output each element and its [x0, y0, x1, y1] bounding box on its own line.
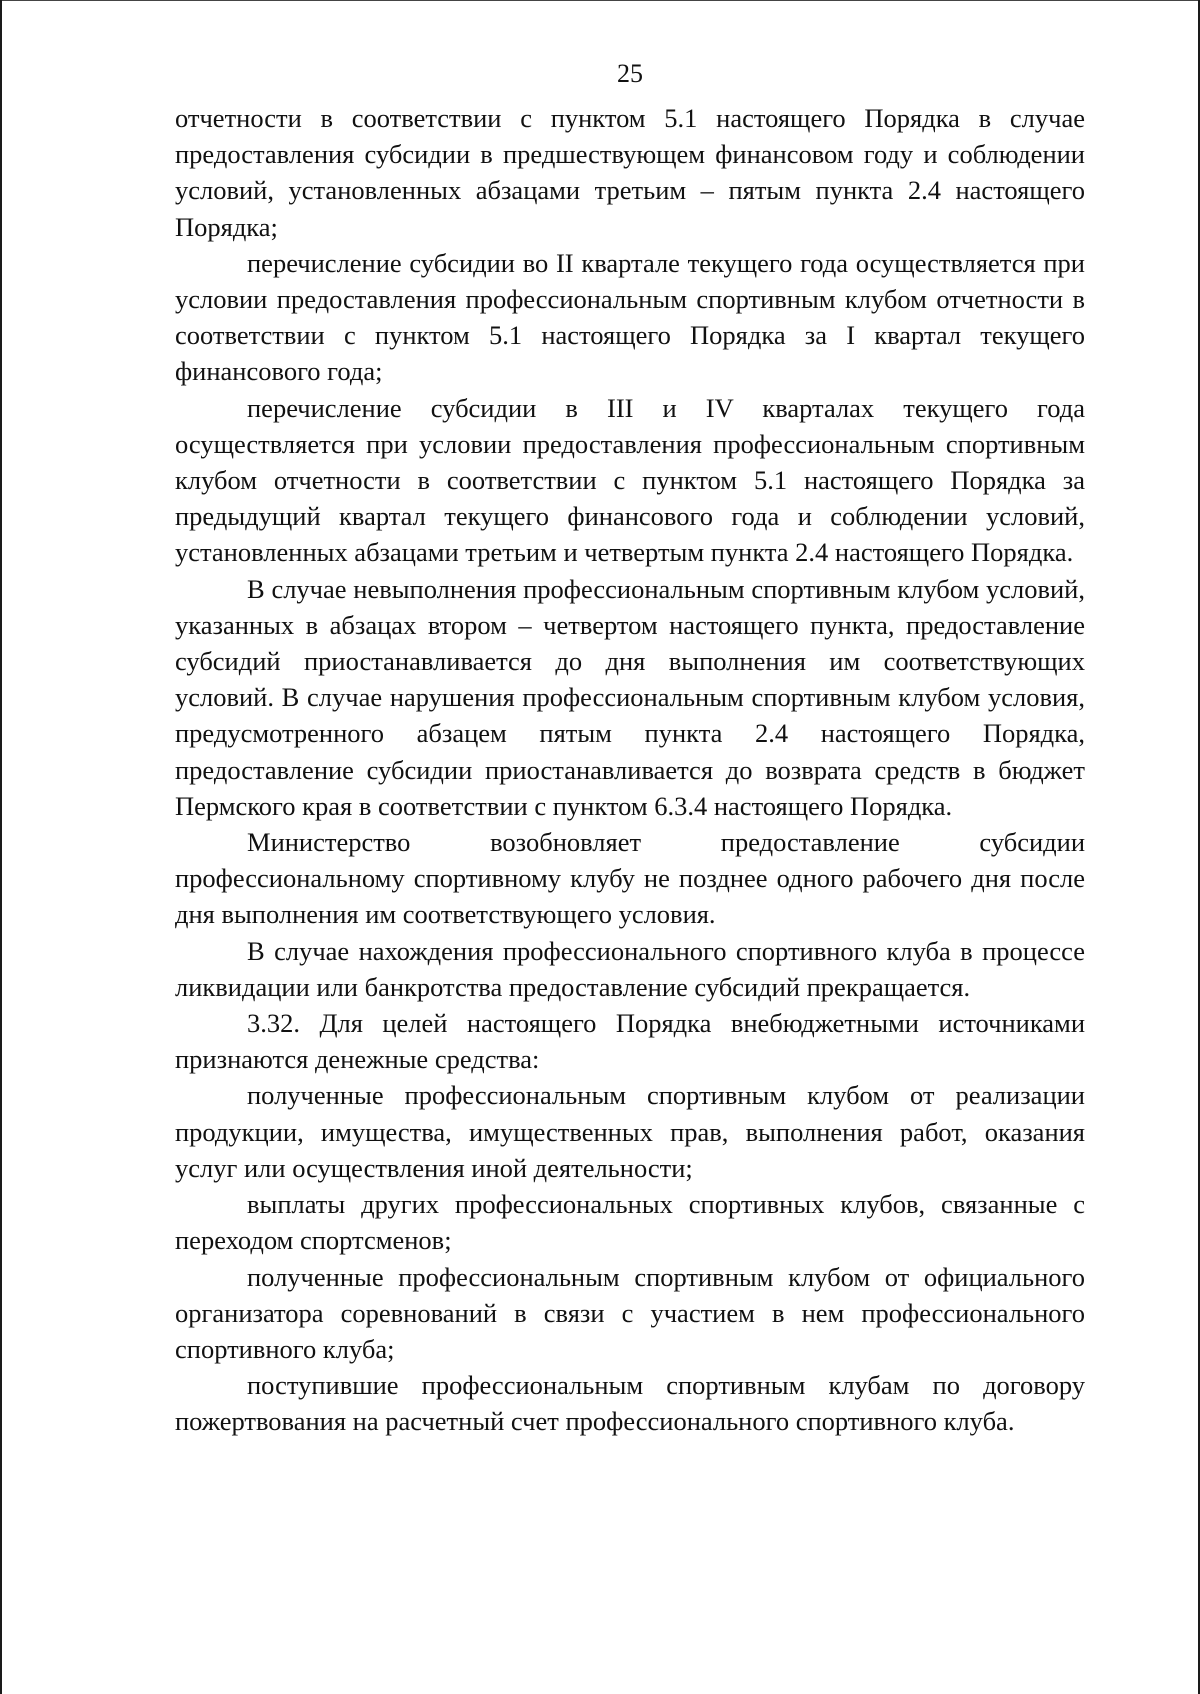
page-number: 25	[617, 59, 643, 88]
list-item-organizer-funds: полученные профессиональным спортивным клубом от официального организатора соревнований в связи с участием в нем профессионального спортивного клуба;	[175, 1261, 1085, 1364]
paragraph-q3-q4-transfer: перечисление субсидии в III и IV кварталах текущего года осуществляется при условии предоставления профессиональным спортивным клубом отчетности в соответствии с пунктом 5.1 настоящего Порядка за предыдущий квартал текущего финансового года и соблюдении условий, установленных абзацами третьим и четвертым пункта 2.4 настоящего Порядка.	[175, 392, 1085, 568]
scan-border-top	[0, 0, 1200, 1]
paragraph-resumption: Министерство возобновляет предоставление субсидии профессиональному спортивному клубу не позднее одного рабочего дня после дня выполнения им соответствующего условия.	[175, 827, 1085, 930]
document-page	[175, 56, 1085, 1440]
paragraph-q2-transfer: перечисление субсидии во II квартале текущего года осуществляется при условии предоставления профессиональным спортивным клубом отчетности в соответствии с пунктом 5.1 настоящего Порядка за I квартал текущего финансового года;	[175, 247, 1085, 387]
list-item-sales-income: полученные профессиональным спортивным клубом от реализации продукции, имущества, имущественных прав, выполнения работ, оказания услуг или осуществления иной деятельности;	[175, 1080, 1085, 1183]
paragraph-continuation: отчетности в соответствии с пунктом 5.1 настоящего Порядка в случае предоставления субсидии в предшествующем финансовом году и соблюдении условий, установленных абзацами третьим – пятым пункта 2.4 настоящего Порядка;	[175, 103, 1085, 242]
list-item-transfer-payments: выплаты других профессиональных спортивных клубов, связанные с переходом спортсменов;	[175, 1189, 1085, 1256]
scan-border-left	[0, 0, 2, 1694]
paragraph-suspension: В случае невыполнения профессиональным спортивным клубом условий, указанных в абзацах втором – четвертом настоящего пункта, предоставление субсидий приостанавливается до дня выполнения им соответствующих условий. В случае нарушения профессиональным спортивным клубом условия, предусмотренного абзацем пятым пункта 2.4 настоящего Порядка, предоставление субсидии приостанавливается до возврата средств в бюджет Пермского края в соответствии с пунктом 6.3.4 настоящего Порядка.	[175, 573, 1085, 821]
paragraph-3-32: 3.32. Для целей настоящего Порядка внебюджетными источниками признаются денежные средства:	[175, 1008, 1085, 1075]
list-item-donations: поступившие профессиональным спортивным клубам по договору пожертвования на расчетный счет профессионального спортивного клуба.	[175, 1370, 1085, 1437]
paragraph-termination: В случае нахождения профессионального спортивного клуба в процессе ликвидации или банкротства предоставление субсидий прекращается.	[175, 935, 1085, 1002]
